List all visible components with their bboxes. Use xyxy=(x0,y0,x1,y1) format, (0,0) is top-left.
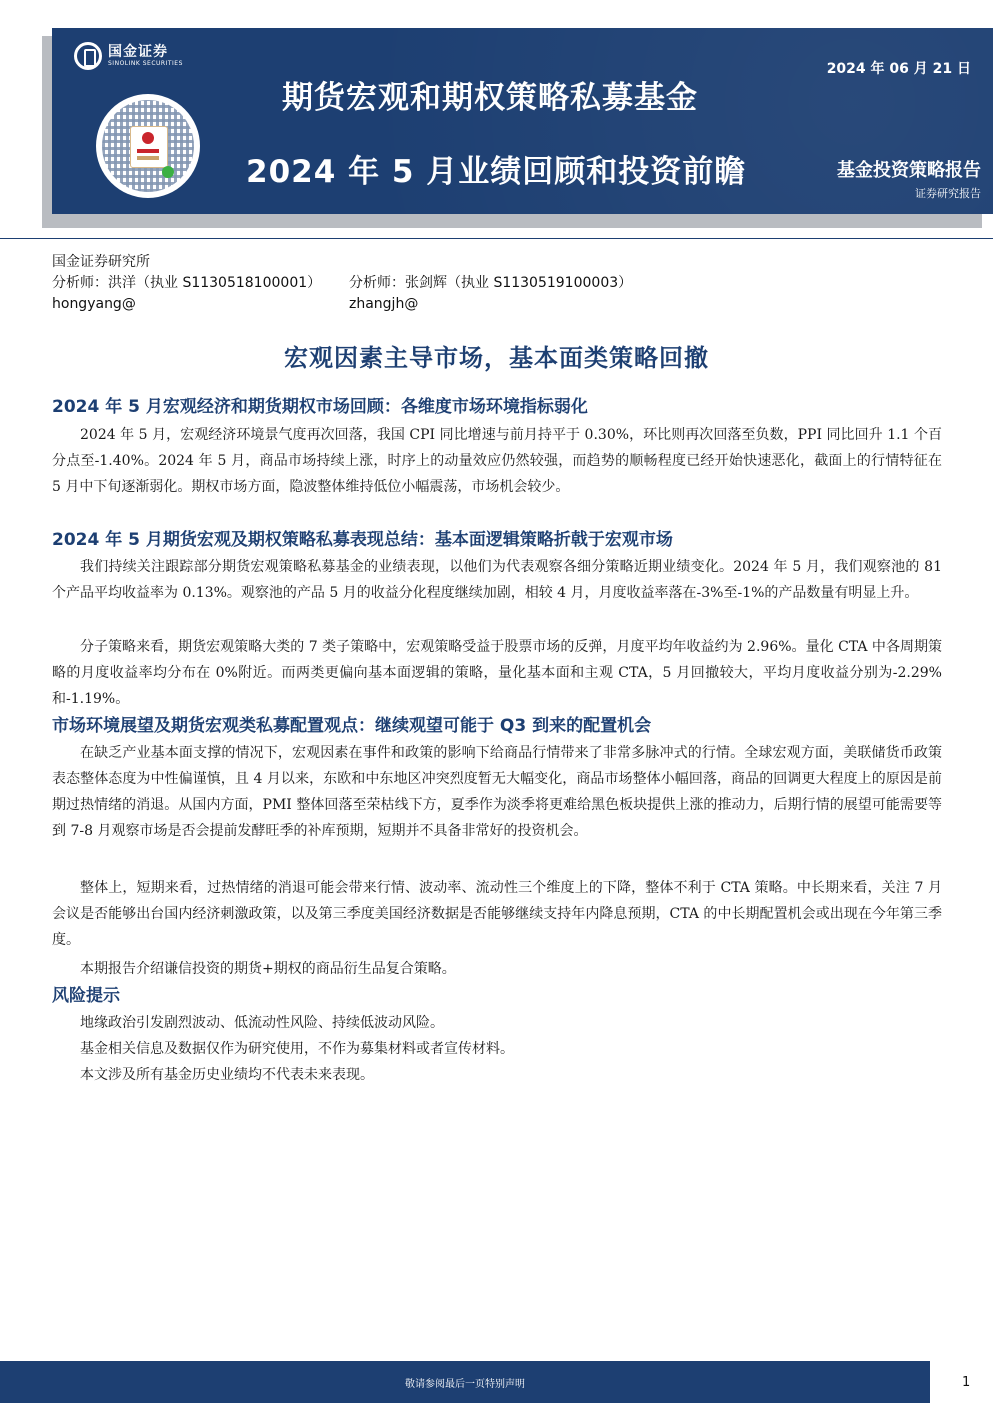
logo-name-en: SINOLINK SECURITIES xyxy=(108,60,183,67)
institute-name: 国金证券研究所 xyxy=(52,254,150,270)
section-heading-3: 市场环境展望及期货宏观类私募配置观点：继续观望可能于 Q3 到来的配置机会 xyxy=(52,716,652,736)
report-type: 基金投资策略报告 xyxy=(837,160,981,181)
section-3-paragraph-3: 本期报告介绍谦信投资的期货+期权的商品衍生品复合策略。 xyxy=(80,961,456,977)
main-title: 宏观因素主导市场，基本面类策略回撤 xyxy=(284,344,709,372)
company-logo xyxy=(74,42,183,70)
section-2-paragraph-1: 我们持续关注跟踪部分期货宏观策略私募基金的业绩表现，以他们为代表观察各细分策略近期业绩变化。2024 年 5 月，我们观察池的 81 个产品平均收益率为 0.13%。观察池的产品 5 月的收益分化程度继续加剧，相较 4 月，月度收益率落在-3%至-1%的产品数量有明显上升。 xyxy=(52,559,942,601)
section-2-paragraph-2: 分子策略来看，期货宏观策略大类的 7 类子策略中，宏观策略受益于股票市场的反弹，月度平均年收益约为 2.96%。量化 CTA 中各周期策略的月度收益率均分布在 0%附近。而两类更偏向基本面逻辑的策略，量化基本面和主观 CTA，5 月回撤较大，平均月度收益分别为-2.29%和-1.19%。 xyxy=(52,639,942,707)
logo-name-cn: 国金证券 xyxy=(108,44,168,60)
section-heading-risk: 风险提示 xyxy=(52,986,120,1006)
header-banner xyxy=(52,28,993,214)
risk-item-1: 地缘政治引发剧烈波动、低流动性风险、持续低波动风险。 xyxy=(80,1015,444,1031)
section-3-paragraph-2: 整体上，短期来看，过热情绪的消退可能会带来行情、波动率、流动性三个维度上的下降，整体不利于 CTA 策略。中长期来看，关注 7 月会议是否能够出台国内经济刺激政策，以及第三季度美国经济数据是否能够继续支持年内降息预期，CTA 的中长期配置机会或出现在今年第三季度。 xyxy=(52,880,942,948)
analyst-2-email[interactable]: zhangjh@ xyxy=(349,296,419,312)
section-heading-1: 2024 年 5 月宏观经济和期货期权市场回顾：各维度市场环境指标弱化 xyxy=(52,397,588,417)
footer-disclaimer: 敬请参阅最后一页特别声明 xyxy=(405,1379,525,1390)
analyst-1-email[interactable]: hongyang@ xyxy=(52,296,136,312)
analyst-1: 分析师：洪洋（执业 S1130518100001） xyxy=(52,275,322,291)
analyst-2: 分析师：张剑辉（执业 S1130519100003） xyxy=(349,275,633,291)
risk-item-3: 本文涉及所有基金历史业绩均不代表未来表现。 xyxy=(80,1067,374,1083)
header-divider xyxy=(0,238,993,239)
section-3-paragraph-1: 在缺乏产业基本面支撑的情况下，宏观因素在事件和政策的影响下给商品行情带来了非常多脉冲式的行情。全球宏观方面，美联储货币政策表态整体态度为中性偏谨慎，且 4 月以来，东欧和中东地区冲突烈度暂无大幅变化，商品市场整体小幅回落，商品的回调更大程度上的原因是前期过热情绪的消退。从国内方面，PMI 整体回落至荣枯线下方，夏季作为淡季将更难给黑色板块提供上涨的推动力，后期行情的展望可能需要等到 7-8 月观察市场是否会提前发酵旺季的补库预期，短期并不具备非常好的投资机会。 xyxy=(52,745,942,839)
logo-mark-icon xyxy=(74,42,102,70)
section-1-paragraph-1: 2024 年 5 月，宏观经济环境景气度再次回落，我国 CPI 同比增速与前月持平于 0.30%，环比则再次回落至负数，PPI 同比回升 1.1 个百分点至-1.40%。2024 年 5 月，商品市场持续上涨，时序上的动量效应仍然较强，而趋势的顺畅程度已经开始快速恶化，截面上的行情特征在 5 月中下旬逐渐弱化。期权市场方面，隐波整体维持低位小幅震荡，市场机会较少。 xyxy=(52,427,942,495)
qr-code-icon xyxy=(96,94,200,198)
section-heading-2: 2024 年 5 月期货宏观及期权策略私募表现总结：基本面逻辑策略折戟于宏观市场 xyxy=(52,530,673,550)
page-number: 1 xyxy=(962,1375,971,1390)
report-date: 2024 年 06 月 21 日 xyxy=(826,61,971,77)
report-title-line1: 期货宏观和期权策略私募基金 xyxy=(282,80,698,116)
report-subtype: 证券研究报告 xyxy=(915,187,981,200)
risk-item-2: 基金相关信息及数据仅作为研究使用，不作为募集材料或者宣传材料。 xyxy=(80,1041,514,1057)
report-title-line2: 2024 年 5 月业绩回顾和投资前瞻 xyxy=(246,154,747,190)
